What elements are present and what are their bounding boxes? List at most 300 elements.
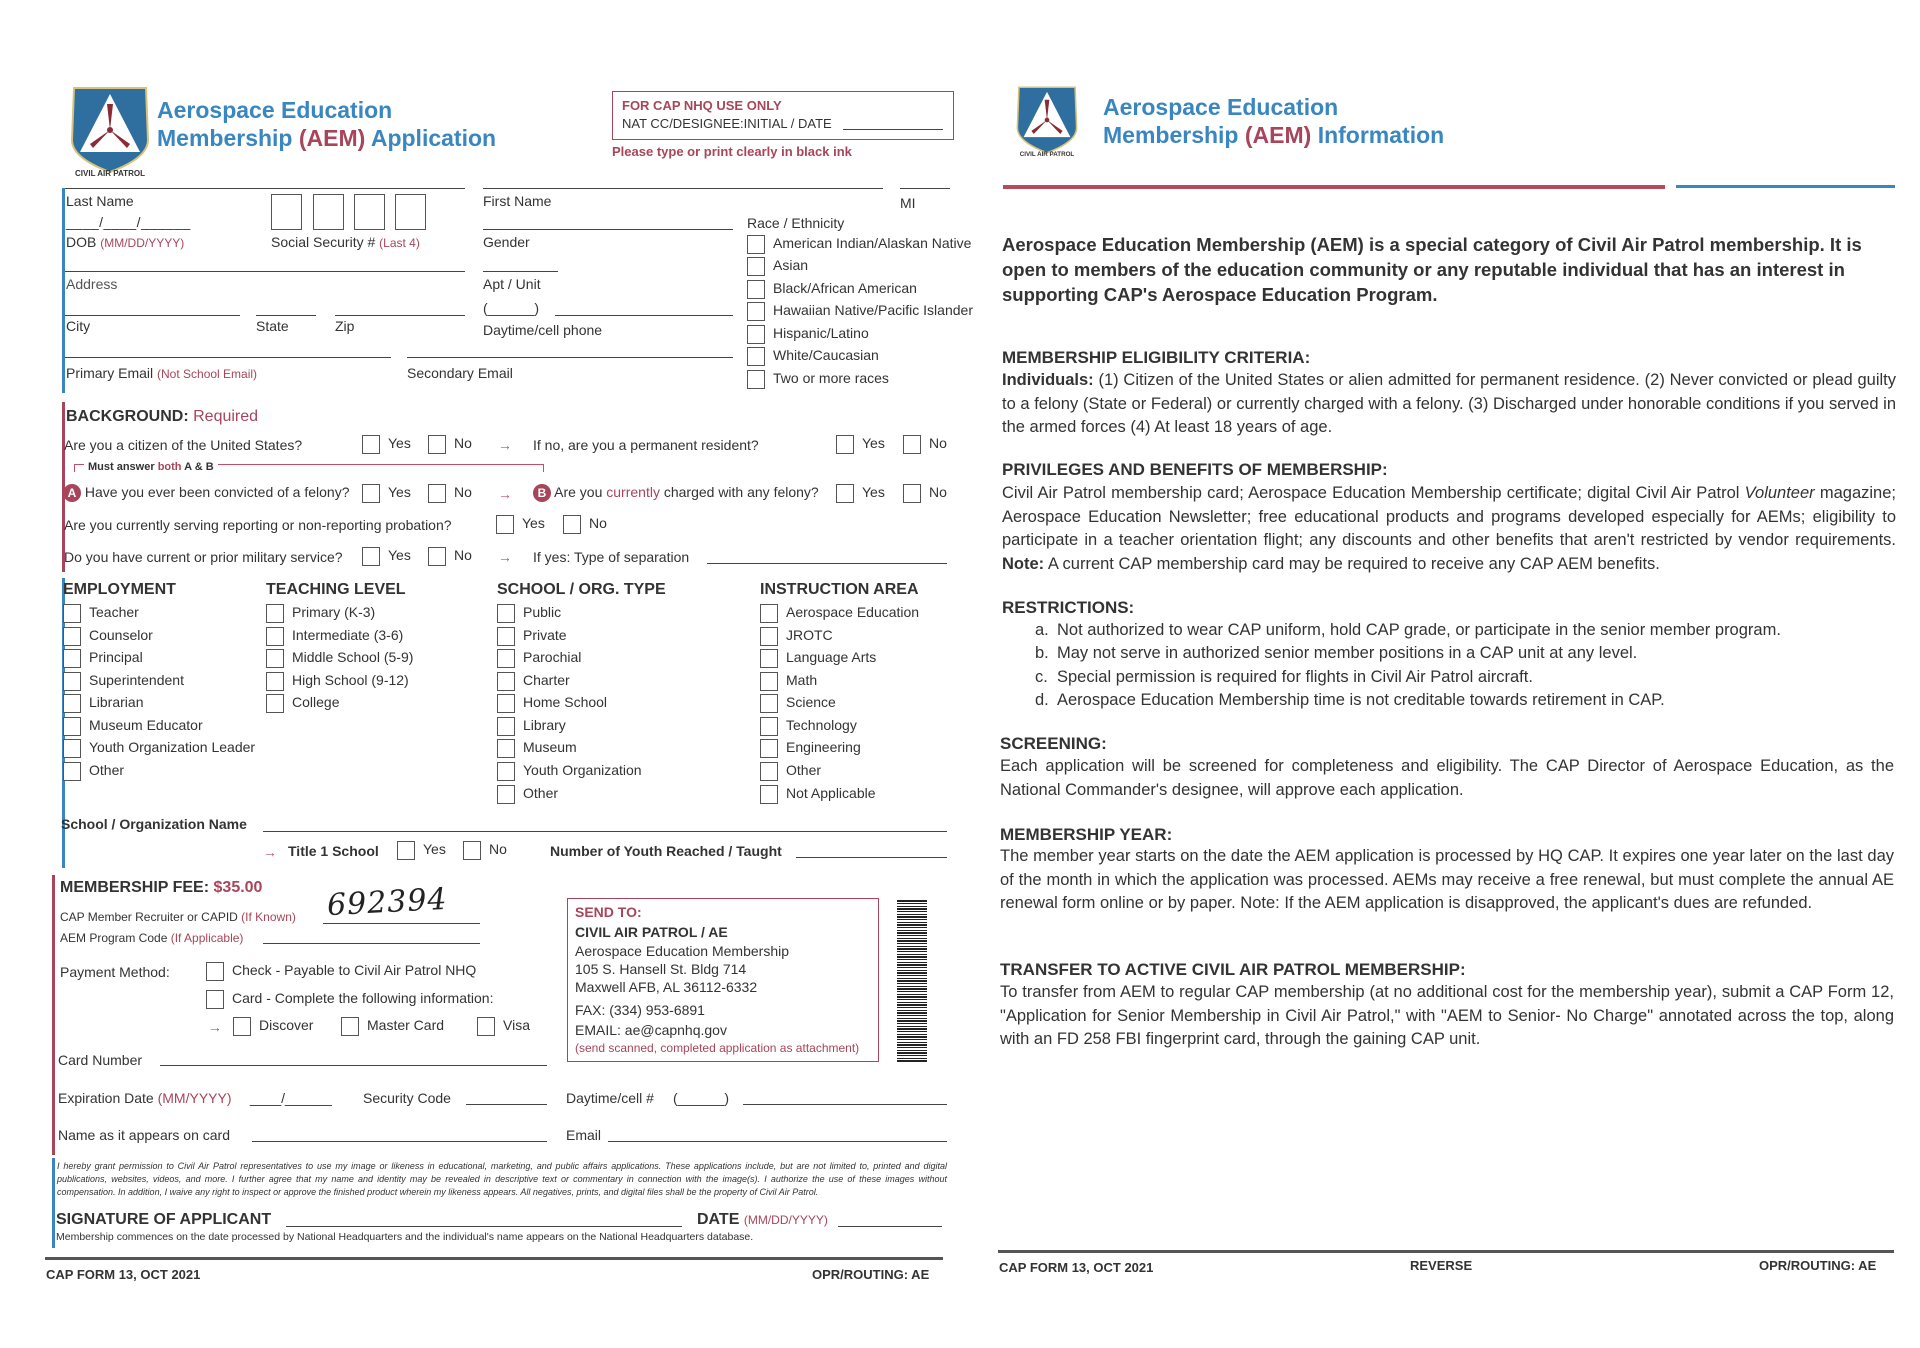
restriction-item	[1035, 642, 1781, 665]
charged-no[interactable]	[903, 484, 947, 503]
race-option[interactable]	[747, 280, 917, 299]
checkbox[interactable]	[747, 325, 765, 344]
checkbox[interactable]	[362, 547, 380, 566]
checkbox[interactable]	[497, 717, 515, 736]
ssn-digit-4[interactable]	[395, 194, 426, 230]
teaching-level-option[interactable]	[266, 672, 409, 691]
restriction-item	[1035, 666, 1781, 689]
checkbox[interactable]	[63, 762, 81, 781]
option-label: Card - Complete the following information:	[232, 990, 494, 1007]
felony-yes[interactable]	[362, 484, 411, 503]
section-bar-personal	[62, 188, 65, 393]
option-label: Public	[523, 604, 562, 621]
option-label: Black/African American	[773, 280, 917, 297]
city-label: City	[66, 318, 91, 334]
date-label	[697, 1211, 828, 1229]
privileges-text	[1002, 482, 1896, 576]
title-line-2	[157, 124, 496, 152]
heading-text: BACKGROUND:	[66, 408, 189, 425]
first-name-field[interactable]	[483, 188, 883, 189]
title1-label: Title 1 School	[288, 843, 379, 859]
checkbox[interactable]	[477, 1017, 495, 1036]
title-aem: (AEM)	[298, 125, 366, 151]
checkbox[interactable]	[497, 785, 515, 804]
option-label: No	[454, 484, 472, 501]
option-label: Other	[523, 785, 559, 802]
checkbox[interactable]	[497, 694, 515, 713]
race-option[interactable]	[747, 347, 879, 366]
checkbox[interactable]	[362, 435, 380, 454]
checkbox[interactable]	[760, 604, 778, 623]
ssn-text: Social Security #	[271, 234, 376, 250]
instruction-area-option[interactable]	[760, 649, 876, 668]
checkbox[interactable]	[760, 717, 778, 736]
label-text: Expiration Date	[58, 1090, 154, 1106]
footer-rule	[998, 1250, 1894, 1253]
gender-field[interactable]	[483, 229, 733, 230]
restriction-item	[1035, 689, 1781, 712]
dob-label	[66, 234, 184, 250]
title-aem: (AEM)	[1244, 122, 1312, 148]
instruction-area-option[interactable]	[760, 627, 833, 646]
checkbox[interactable]	[233, 1017, 251, 1036]
label-note: (MM/YYYY)	[157, 1090, 232, 1106]
signature-label: SIGNATURE OF APPLICANT	[56, 1211, 272, 1228]
daytime-cell-field[interactable]	[743, 1104, 947, 1105]
badge-b-icon: B	[533, 484, 551, 502]
option-label: Home School	[523, 694, 608, 711]
probation-no[interactable]	[563, 515, 607, 534]
charged-yes[interactable]	[836, 484, 885, 503]
option-label: Youth Organization Leader	[89, 739, 256, 756]
option-label: Parochial	[523, 649, 582, 666]
question-military: Do you have current or prior military service?	[64, 549, 343, 565]
option-label: JROTC	[786, 627, 833, 644]
state-field[interactable]	[256, 315, 316, 316]
citizen-yes[interactable]	[362, 435, 411, 454]
first-name-label: First Name	[483, 193, 552, 209]
school-type-option[interactable]	[497, 672, 570, 691]
divider-blue	[1676, 185, 1895, 188]
checkbox[interactable]	[747, 235, 765, 254]
option-label: Other	[786, 762, 822, 779]
eligibility-text	[1002, 369, 1896, 440]
checkbox[interactable]	[63, 649, 81, 668]
commence-note: Membership commences on the date processed by National Headquarters and the individual's name appears on the National Headquarters database.	[56, 1231, 754, 1243]
school-type-option[interactable]	[497, 604, 561, 623]
send-to-heading: SEND TO:	[575, 904, 642, 920]
checkbox[interactable]	[266, 627, 284, 646]
option-label: Master Card	[367, 1017, 445, 1034]
separation-type-field[interactable]	[707, 563, 947, 564]
barcode-icon	[897, 900, 927, 1062]
checkbox[interactable]	[747, 280, 765, 299]
employment-option[interactable]	[63, 717, 203, 736]
gender-label: Gender	[483, 234, 530, 250]
checkbox[interactable]	[63, 672, 81, 691]
arrow-right-icon: →	[498, 486, 512, 502]
phone-field[interactable]	[555, 315, 733, 316]
military-yes[interactable]	[362, 547, 411, 566]
teaching-level-option[interactable]	[266, 627, 403, 646]
label-text: CAP Member Recruiter or CAPID	[60, 910, 238, 924]
apt-field[interactable]	[483, 271, 558, 272]
question-text: Have you ever been convicted of a felony?	[84, 484, 350, 500]
restrictions-list	[1035, 619, 1781, 712]
last-name-field[interactable]	[65, 188, 465, 189]
school-type-option[interactable]	[497, 762, 642, 781]
option-label: Language Arts	[786, 649, 877, 666]
information-title	[1103, 93, 1444, 149]
employment-option[interactable]	[63, 649, 143, 668]
form-number: CAP FORM 13, OCT 2021	[999, 1260, 1154, 1275]
title-text: Membership	[1103, 122, 1245, 148]
checkbox[interactable]	[836, 435, 854, 454]
program-code-field[interactable]	[263, 943, 480, 944]
school-type-option[interactable]	[497, 627, 567, 646]
checkbox[interactable]	[747, 347, 765, 366]
checkbox[interactable]	[760, 649, 778, 668]
ssn-digit-2[interactable]	[313, 194, 344, 230]
race-option[interactable]	[747, 370, 889, 389]
teaching-level-option[interactable]	[266, 694, 339, 713]
title-line-1: Aerospace Education	[157, 97, 393, 123]
teaching-level-option[interactable]	[266, 649, 413, 668]
checkbox[interactable]	[428, 484, 446, 503]
checkbox[interactable]	[747, 302, 765, 321]
last-name-label: Last Name	[66, 193, 134, 209]
fee-amount: $35.00	[213, 879, 263, 896]
privileges-body: magazine; Aerospace Education Newsletter; free educational products and programs developed especially for AEMs; eligibility to participate in a teacher orientation flight; any discounts and other benefits that aren't restricted by vendor requirements.	[1002, 484, 1896, 549]
nhq-heading: FOR CAP NHQ USE ONLY	[622, 98, 782, 113]
apt-label: Apt / Unit	[483, 276, 541, 292]
option-label: Visa	[503, 1017, 530, 1034]
card-mastercard[interactable]	[341, 1017, 444, 1036]
phone-area-code-field[interactable]: (______)	[483, 300, 540, 316]
eligibility-heading: MEMBERSHIP ELIGIBILITY CRITERIA:	[1002, 348, 1311, 367]
checkbox[interactable]	[206, 990, 224, 1009]
option-label: Hawaiian Native/Pacific Islander	[773, 302, 973, 319]
military-no[interactable]	[428, 547, 472, 566]
question-text: charged with any felony?	[659, 484, 819, 500]
eligibility-body: (1) Citizen of the United States or alien admitted for permanent residence. (2) Never convicted or plead guilty to a felony (State or Federal) or currently charged with a felony. (3) Discharged under honorable conditions if you served in the armed forces (4) At least 18 years of age.	[1002, 371, 1896, 436]
membership-year-text: The member year starts on the date the AEM application is processed by HQ CAP. It expires one year later on the last day of the month in which the application was processed. AEMs may receive a free renewal, but must complete the annual AE renewal form online or by paper. Note: If the AEM application is disapproved, the applicant's dues are refunded.	[1000, 847, 1894, 912]
option-label: No	[454, 547, 472, 564]
option-label: Intermediate (3-6)	[292, 627, 404, 644]
daytime-area-code-field[interactable]: (______)	[673, 1090, 730, 1106]
send-to-address-line: Maxwell AFB, AL 36112-6332	[575, 979, 758, 995]
option-label: Middle School (5-9)	[292, 649, 414, 666]
checkbox[interactable]	[563, 515, 581, 534]
option-label: No	[929, 484, 947, 501]
mi-field[interactable]	[900, 188, 950, 189]
civil-air-patrol-logo-icon	[60, 80, 160, 180]
option-label: Teacher	[89, 604, 139, 621]
label-note: (If Applicable)	[170, 931, 244, 945]
date-field[interactable]	[838, 1226, 942, 1227]
note-text: Must answer	[88, 461, 158, 473]
item-text: Not authorized to wear CAP uniform, hold CAP grade, or participate in the senior member program.	[1057, 621, 1781, 639]
transfer-text: To transfer from AEM to regular CAP membership (at no additional cost for the membership year), submit a CAP Form 12, "Application for Senior Membership in Civil Air Patrol," with "AEM to Senior- No Charge" annotated across the top, along with an FD 258 FBI fingerprint card, through the gaining CAP unit.	[1000, 983, 1894, 1048]
school-name-field[interactable]	[263, 831, 947, 832]
option-label: Asian	[773, 257, 809, 274]
permanent-yes[interactable]	[836, 435, 885, 454]
instruction-area-option[interactable]	[760, 694, 836, 713]
arrow-right-icon: →	[498, 549, 512, 565]
title-text: Information	[1311, 122, 1445, 148]
checkbox[interactable]	[63, 739, 81, 758]
required-label: Required	[193, 408, 259, 425]
option-label: Hispanic/Latino	[773, 325, 869, 342]
arrow-right-icon: →	[498, 437, 512, 453]
privileges-note: A current CAP membership card may be required to receive any CAP AEM benefits.	[1044, 554, 1660, 573]
ssn-digit-3[interactable]	[354, 194, 385, 230]
checkbox[interactable]	[747, 370, 765, 389]
label-note: (MM/DD/YYYY)	[743, 1213, 828, 1227]
checkbox[interactable]	[266, 672, 284, 691]
checkbox[interactable]	[206, 962, 224, 981]
payment-check[interactable]	[206, 962, 476, 981]
item-marker: d.	[1035, 690, 1049, 709]
felony-no[interactable]	[428, 484, 472, 503]
employment-option[interactable]	[63, 627, 153, 646]
send-to-address-line: Aerospace Education Membership	[575, 943, 790, 959]
checkbox[interactable]	[836, 484, 854, 503]
title-line-2	[1103, 121, 1444, 149]
section-bar-signature	[52, 1158, 55, 1248]
checkbox[interactable]	[428, 547, 446, 566]
transfer-heading: TRANSFER TO ACTIVE CIVIL AIR PATROL MEMBERSHIP:	[1000, 960, 1466, 979]
school-type-option[interactable]	[497, 649, 581, 668]
checkbox[interactable]	[266, 694, 284, 713]
school-type-option[interactable]	[497, 785, 558, 804]
send-to-org: CIVIL AIR PATROL / AE	[575, 924, 728, 940]
item-text: Aerospace Education Membership time is not creditable towards retirement in CAP.	[1057, 690, 1665, 709]
send-to-email[interactable]: EMAIL: ae@capnhq.gov	[575, 1022, 727, 1038]
instruction-area-option[interactable]	[760, 717, 857, 736]
title-line-1: Aerospace Education	[1103, 94, 1339, 120]
ink-note: Please type or print clearly in black ink	[612, 144, 852, 159]
item-marker: c.	[1035, 667, 1048, 686]
citizen-no[interactable]	[428, 435, 472, 454]
employment-option[interactable]	[63, 672, 184, 691]
item-text: Special permission is required for flights in Civil Air Patrol aircraft.	[1057, 667, 1533, 686]
expiration-label	[58, 1090, 232, 1106]
option-label: Yes	[423, 841, 446, 858]
permanent-no[interactable]	[903, 435, 947, 454]
checkbox[interactable]	[496, 515, 514, 534]
instruction-area-option[interactable]	[760, 604, 919, 623]
send-to-box	[567, 898, 879, 1062]
screening-heading: SCREENING:	[1000, 734, 1107, 753]
checkbox[interactable]	[63, 694, 81, 713]
checkbox[interactable]	[497, 649, 515, 668]
instruction-area-option[interactable]	[760, 762, 821, 781]
instruction-area-option[interactable]	[760, 672, 817, 691]
privileges-note-lead: Note:	[1002, 554, 1045, 573]
question-felony	[63, 484, 350, 502]
eligibility-lead: Individuals:	[1002, 371, 1094, 389]
checkbox[interactable]	[63, 717, 81, 736]
option-label: Yes	[522, 515, 545, 532]
ssn-note: (Last 4)	[379, 236, 420, 250]
race-option[interactable]	[747, 257, 808, 276]
send-to-address-line: 105 S. Hansell St. Bldg 714	[575, 961, 747, 977]
youth-reached-field[interactable]	[796, 857, 947, 858]
city-field[interactable]	[65, 315, 240, 316]
checkbox[interactable]	[497, 762, 515, 781]
membership-fee-heading	[60, 879, 262, 897]
reverse-label: REVERSE	[1410, 1258, 1473, 1273]
employment-option[interactable]	[63, 694, 143, 713]
option-label: Yes	[862, 435, 885, 452]
teaching-level-option[interactable]	[266, 604, 375, 623]
recruiter-label	[60, 910, 296, 924]
name-on-card-field[interactable]	[252, 1141, 547, 1142]
name-on-card-label: Name as it appears on card	[58, 1127, 230, 1143]
screening-text: Each application will be screened for completeness and eligibility. The CAP Director of Aerospace Education, as the National Commander's designee, will approve each application.	[1000, 757, 1894, 799]
checkbox[interactable]	[903, 484, 921, 503]
restrictions-heading: RESTRICTIONS:	[1002, 598, 1135, 617]
title1-yes[interactable]	[397, 841, 446, 860]
send-to-fax: FAX: (334) 953-6891	[575, 1002, 705, 1018]
school-type-heading: SCHOOL / ORG. TYPE	[497, 581, 666, 598]
instruction-area-option[interactable]	[760, 785, 876, 804]
recruiter-capid-value[interactable]: 692394	[326, 881, 449, 924]
secondary-email-field[interactable]	[407, 357, 733, 358]
note-text: A & B	[181, 461, 214, 473]
option-label: No	[454, 435, 472, 452]
school-type-option[interactable]	[497, 717, 566, 736]
youth-reached-label: Number of Youth Reached / Taught	[550, 843, 782, 859]
employment-option[interactable]	[63, 739, 255, 758]
option-label: Math	[786, 672, 818, 689]
school-type-option[interactable]	[497, 739, 577, 758]
privileges-body: Civil Air Patrol membership card; Aerospace Education Membership certificate; digital Civil Air Patrol	[1002, 484, 1745, 502]
race-label: Race / Ethnicity	[747, 215, 845, 231]
card-number-field[interactable]	[160, 1065, 547, 1066]
badge-a-icon: A	[63, 484, 81, 502]
ssn-label	[271, 234, 420, 250]
checkbox[interactable]	[760, 785, 778, 804]
race-option[interactable]	[747, 235, 971, 254]
question-charged	[533, 484, 819, 502]
option-label: Principal	[89, 649, 143, 666]
checkbox[interactable]	[463, 841, 481, 860]
security-code-field[interactable]	[466, 1104, 547, 1105]
checkbox[interactable]	[63, 627, 81, 646]
primary-email-field[interactable]	[65, 357, 391, 358]
race-option[interactable]	[747, 325, 869, 344]
recruiter-field-line	[323, 923, 480, 924]
race-option[interactable]	[747, 302, 973, 321]
checkbox[interactable]	[362, 484, 380, 503]
employment-option[interactable]	[63, 762, 124, 781]
expiration-field[interactable]: ____/______	[250, 1090, 332, 1106]
checkbox[interactable]	[397, 841, 415, 860]
dob-format: (MM/DD/YYYY)	[100, 236, 185, 250]
ssn-digit-1[interactable]	[271, 194, 302, 230]
nhq-use-box	[612, 91, 954, 140]
membership-year-heading: MEMBERSHIP YEAR:	[1000, 825, 1173, 844]
dob-field[interactable]: ____/____/______	[66, 214, 191, 230]
checkbox[interactable]	[428, 435, 446, 454]
checkbox[interactable]	[266, 604, 284, 623]
zip-field[interactable]	[335, 315, 465, 316]
phone-label: Daytime/cell phone	[483, 322, 603, 338]
option-label: Technology	[786, 717, 857, 734]
checkbox[interactable]	[747, 257, 765, 276]
checkbox[interactable]	[63, 604, 81, 623]
checkbox[interactable]	[760, 672, 778, 691]
checkbox[interactable]	[497, 739, 515, 758]
option-label: Yes	[388, 484, 411, 501]
checkbox[interactable]	[903, 435, 921, 454]
card-email-label: Email	[566, 1127, 602, 1143]
option-label: Not Applicable	[786, 785, 876, 802]
zip-label: Zip	[335, 318, 355, 334]
instruction-area-option[interactable]	[760, 739, 861, 758]
form-number: CAP FORM 13, OCT 2021	[46, 1267, 201, 1282]
option-label: Superintendent	[89, 672, 184, 689]
option-label: Other	[89, 762, 125, 779]
address-field[interactable]	[65, 271, 465, 272]
checkbox[interactable]	[497, 627, 515, 646]
option-label: Counselor	[89, 627, 153, 644]
school-name-label: School / Organization Name	[61, 816, 247, 832]
checkbox[interactable]	[266, 649, 284, 668]
checkbox[interactable]	[341, 1017, 359, 1036]
heading-text: MEMBERSHIP FEE:	[60, 879, 210, 896]
signature-field[interactable]	[286, 1226, 682, 1227]
checkbox[interactable]	[760, 762, 778, 781]
payment-card[interactable]	[206, 990, 493, 1009]
employment-heading: EMPLOYMENT	[63, 581, 176, 598]
routing-label: OPR/ROUTING: AE	[1759, 1258, 1877, 1273]
option-label: High School (9-12)	[292, 672, 409, 689]
title1-no[interactable]	[463, 841, 507, 860]
label-note: (If Known)	[241, 910, 296, 924]
card-number-label: Card Number	[58, 1052, 143, 1068]
title-text: Membership	[157, 125, 299, 151]
checkbox[interactable]	[760, 739, 778, 758]
employment-option[interactable]	[63, 604, 139, 623]
checkbox[interactable]	[760, 694, 778, 713]
question-emphasis: currently	[606, 484, 660, 500]
option-label: No	[489, 841, 507, 858]
checkbox[interactable]	[497, 672, 515, 691]
probation-yes[interactable]	[496, 515, 545, 534]
card-email-field[interactable]	[608, 1141, 947, 1142]
checkbox[interactable]	[760, 627, 778, 646]
image-release-text: I hereby grant permission to Civil Air Patrol representatives to use my image or likeness in educational, marketing, and public affairs applications. These applications include, but are not limited to, printed and digital publications, websites, videos, and more. I further agree that my name and identity may be revealed in descriptive text or commentary in connection with the image(s). I authorize the use of these images without compensation. In addition, I waive any right to inspect or approve the finished product wherein my likeness appears. All negatives, prints, and digital files shall be the property of Civil Air Patrol.	[57, 1161, 947, 1197]
option-label: American Indian/Alaskan Native	[773, 235, 972, 252]
option-label: Private	[523, 627, 567, 644]
send-to-note: (send scanned, completed application as attachment)	[575, 1041, 860, 1055]
item-text: May not serve in authorized senior member positions in a CAP unit at any level.	[1057, 644, 1638, 663]
checkbox[interactable]	[497, 604, 515, 623]
section-bar-fee	[52, 875, 55, 1155]
nhq-date-line[interactable]	[843, 129, 943, 130]
question-text: Are you	[554, 484, 607, 500]
item-marker: b.	[1035, 644, 1049, 663]
question-probation: Are you currently serving reporting or non-reporting probation?	[64, 517, 452, 533]
option-label: Two or more races	[773, 370, 889, 387]
card-visa[interactable]	[477, 1017, 530, 1036]
title-text: Application	[365, 125, 497, 151]
school-type-option[interactable]	[497, 694, 607, 713]
card-discover[interactable]	[233, 1017, 313, 1036]
